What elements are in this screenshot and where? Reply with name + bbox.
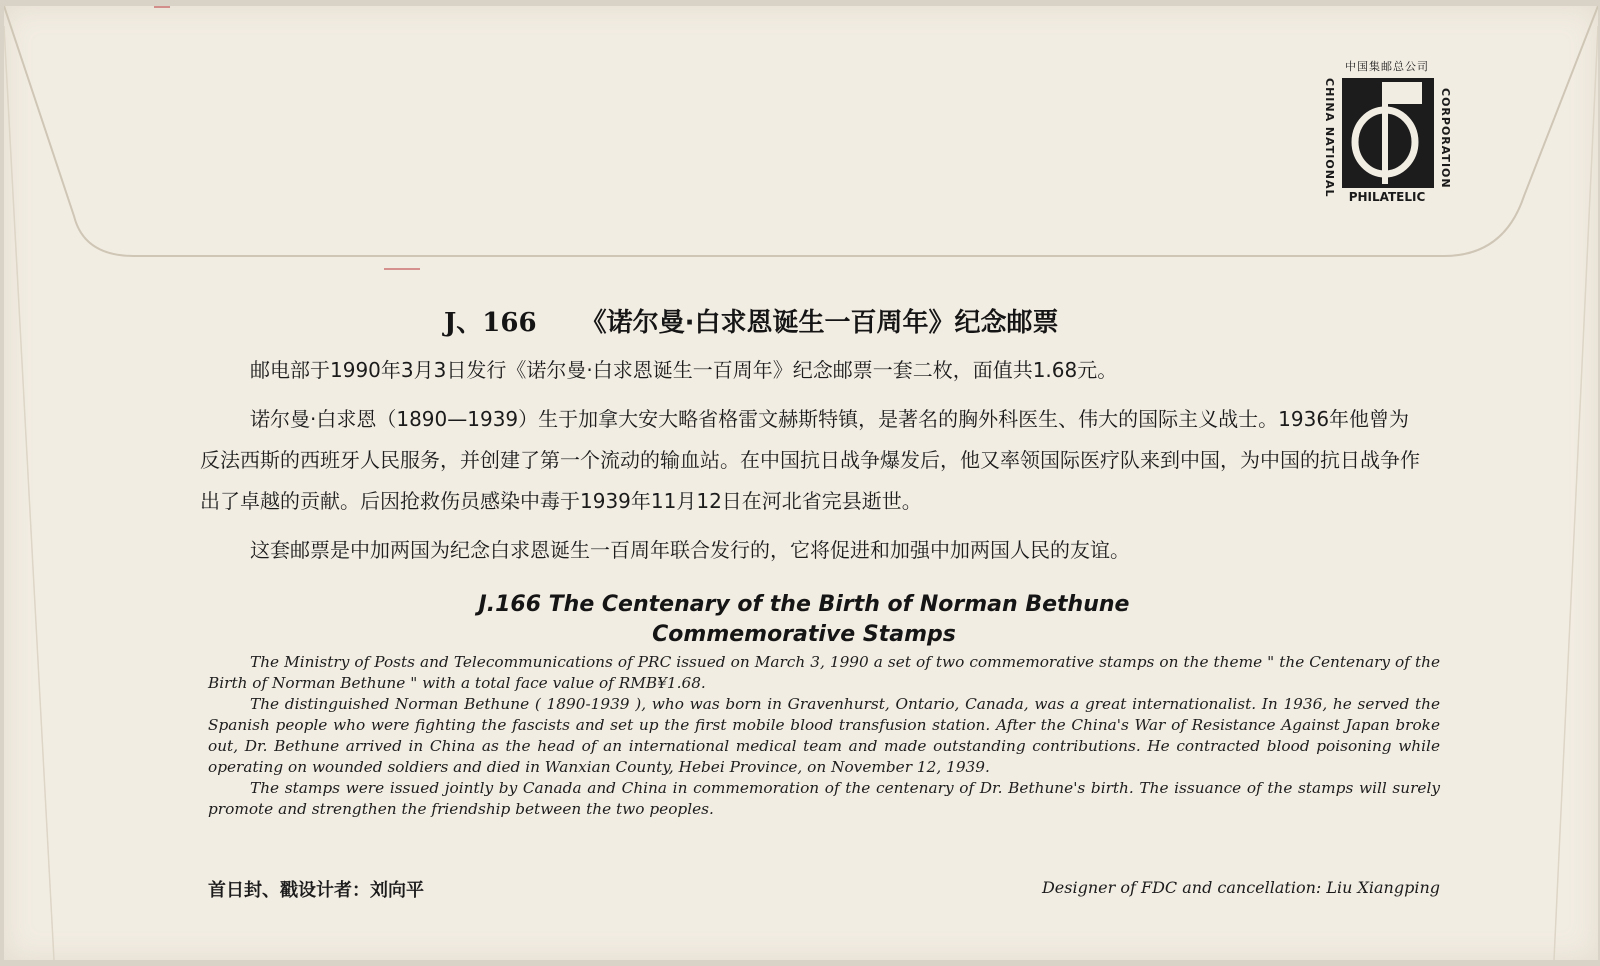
logo-emblem-icon	[1342, 78, 1434, 188]
chinese-title-text: 《诺尔曼·白求恩诞生一百周年》纪念邮票	[580, 308, 1059, 338]
english-paragraph: The Ministry of Posts and Telecommunications of PRC issued on March 3, 1990 a set of two commemorative stamps on the theme " the Centenary of the Birth of Norman Bethune " with a total face value of RMB¥1.68.	[208, 653, 1440, 692]
logo-bottom-text: PHILATELIC	[1348, 190, 1426, 204]
logo-left-text: CHINA NATIONAL	[1323, 78, 1336, 198]
envelope-back	[4, 6, 1598, 960]
chinese-description	[200, 350, 1422, 579]
philatelic-logo	[1322, 58, 1452, 208]
red-mark	[154, 6, 170, 8]
english-title-line: Commemorative Stamps	[652, 622, 956, 647]
english-title	[304, 590, 1304, 650]
chinese-paragraph: 这套邮票是中加两国为纪念白求恩诞生一百周年联合发行的，它将促进和加强中加两国人民的友谊。	[250, 538, 1130, 562]
logo-chinese-text: 中国集邮总公司	[1345, 60, 1429, 73]
chinese-paragraph: 诺尔曼·白求恩（1890—1939）生于加拿大安大略省格雷文赫斯特镇，是著名的胸外科医生、伟大的国际主义战士。1936年他曾为反法西斯的西班牙人民服务，并创建了第一个流动的输血站。在中国抗日战争爆发后，他又率领国际医疗队来到中国，为中国的抗日战争作出了卓越的贡献。后因抢救伤员感染中毒于1939年11月12日在河北省完县逝世。	[200, 407, 1420, 513]
stamp-code: J、166	[444, 308, 537, 338]
chinese-title	[444, 302, 1204, 339]
designer-credit-english: Designer of FDC and cancellation: Liu Xiangping	[1041, 878, 1440, 897]
logo-right-text: CORPORATION	[1439, 87, 1452, 189]
red-mark	[384, 268, 420, 270]
designer-credit-chinese: 首日封、戳设计者：刘向平	[208, 880, 424, 901]
english-title-line: J.166 The Centenary of the Birth of Norman Bethune	[478, 592, 1130, 617]
chinese-paragraph: 邮电部于1990年3月3日发行《诺尔曼·白求恩诞生一百周年》纪念邮票一套二枚，面值共1.68元。	[250, 358, 1118, 382]
english-paragraph: The distinguished Norman Bethune ( 1890-1939 ), who was born in Gravenhurst, Ontario, Canada, was a great internationalist. In 1936, he served the Spanish people who were fighting the fascists and set up the first mobile blood transfusion station. After the China's War of Resistance Against Japan broke out, Dr. Bethune arrived in China as the head of an international medical team and made outstanding contributions. He contracted blood poisoning while operating on wounded soldiers and died in Wanxian County, Hebei Province, on November 12, 1939.	[208, 695, 1440, 776]
english-description	[208, 652, 1440, 820]
english-paragraph: The stamps were issued jointly by Canada and China in commemoration of the centenary of Dr. Bethune's birth. The issuance of the stamps will surely promote and strengthen the friendship between the two peoples.	[208, 779, 1440, 818]
